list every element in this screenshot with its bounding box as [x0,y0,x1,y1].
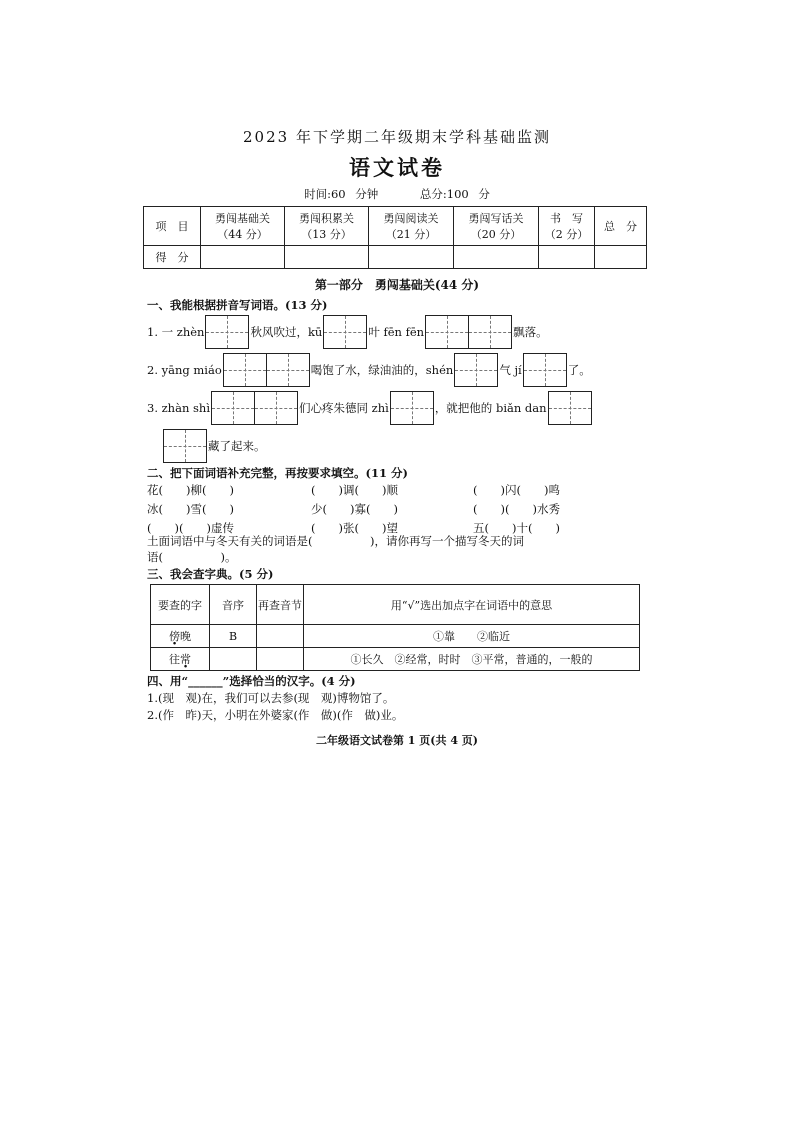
dict-syllable[interactable] [257,625,304,648]
score-input[interactable] [539,246,595,269]
part-heading: 第一部分 勇闯基础关(44 分) [314,278,480,292]
answer-boxes[interactable] [425,315,512,349]
total-score: 总分:100 分 [419,187,490,201]
total-label: 总 分 [595,207,647,246]
dict-header: 音序 [210,585,257,625]
answer-boxes[interactable] [205,315,249,349]
score-input[interactable] [369,246,454,269]
exam-title: 2023 年下学期二年级期末学科基础监测 [243,128,551,146]
question-2: 2. yāng miáo 喝饱了水，绿油油的，shén 气 jí 了。 [147,353,591,387]
dictionary-table [150,584,640,671]
word-item[interactable]: ( )张( )望 [311,521,398,535]
score-input[interactable] [201,246,285,269]
fill-line-2[interactable]: 语( )。 [147,550,237,564]
word-item[interactable]: ( )( )水秀 [473,502,560,516]
dict-header: 再查音节 [257,585,304,625]
section3-heading: 三、我会查字典。(5 分) [147,567,274,581]
word-item[interactable]: 少( )寡( ) [311,502,398,516]
dict-header: 用“√”选出加点字在词语中的意思 [304,585,640,625]
answer-boxes[interactable] [211,391,298,425]
dict-index[interactable] [210,648,257,671]
answer-boxes[interactable] [223,353,310,387]
answer-boxes[interactable] [548,391,592,425]
word-item[interactable]: ( )调( )顺 [311,483,398,497]
section2-heading: 二、把下面词语补充完整，再按要求填空。(11 分) [147,466,408,480]
score-col-5: 书 写 （2 分） [539,207,595,246]
dict-word: 傍晚 [151,625,210,648]
word-grid [147,482,633,536]
section1-heading: 一、我能根据拼音写词语。(13 分) [147,298,328,312]
score-table [143,206,647,269]
score-col-3: 勇闯阅读关 （21 分） [369,207,454,246]
total-input[interactable] [595,246,647,269]
word-item[interactable]: 冰( )雪( ) [147,502,234,516]
exam-meta [0,186,794,202]
answer-boxes[interactable] [454,353,498,387]
row-label: 项 目 [144,207,201,246]
score-col-4: 勇闯写话关 （20 分） [454,207,539,246]
dict-word: 往常 [151,648,210,671]
time-limit: 时间:60 分钟 [304,187,379,201]
fill-line-1[interactable]: 土面词语中与冬天有关的词语是( )，请你再写一个描写冬天的词 [147,534,524,548]
question-3: 3. zhàn shì 们心疼朱德同 zhì ，就把他的 biǎn dan [147,391,593,425]
answer-boxes[interactable] [523,353,567,387]
score-input[interactable] [454,246,539,269]
choice-question-2[interactable]: 2.(作 昨)天，小明在外婆家(作 做)(作 做)业。 [147,708,404,722]
word-item[interactable]: 五( )十( ) [473,521,560,535]
dict-header: 要查的字 [151,585,210,625]
score-col-1: 勇闯基础关 （44 分） [201,207,285,246]
section4-heading: 四、用“______”选择恰当的汉字。(4 分) [147,674,356,688]
score-input[interactable] [285,246,369,269]
score-col-2: 勇闯积累关 （13 分） [285,207,369,246]
page-footer: 二年级语文试卷第 1 页(共 4 页) [315,734,479,747]
subject-title: 语文试卷 [349,155,445,180]
answer-boxes[interactable] [323,315,367,349]
dict-meanings[interactable]: ①靠 ②临近 [304,625,640,648]
word-item[interactable]: ( )( )虚传 [147,521,234,535]
word-item[interactable]: 花( )柳( ) [147,483,234,497]
answer-boxes[interactable] [163,429,207,463]
dict-syllable[interactable] [257,648,304,671]
question-1: 1. 一 zhèn 秋风吹过，kū 叶 fēn fēn 飘落。 [147,315,548,349]
answer-boxes[interactable] [390,391,434,425]
score-label: 得 分 [144,246,201,269]
dict-index[interactable]: B [210,625,257,648]
choice-question-1[interactable]: 1.(现 观)在，我们可以去参(现 观)博物馆了。 [147,691,395,705]
word-item[interactable]: ( )闪( )鸣 [473,483,560,497]
dict-meanings[interactable]: ①长久 ②经常，时时 ③平常，普通的，一般的 [304,648,640,671]
question-3-cont: 藏了起来。 [162,429,266,463]
